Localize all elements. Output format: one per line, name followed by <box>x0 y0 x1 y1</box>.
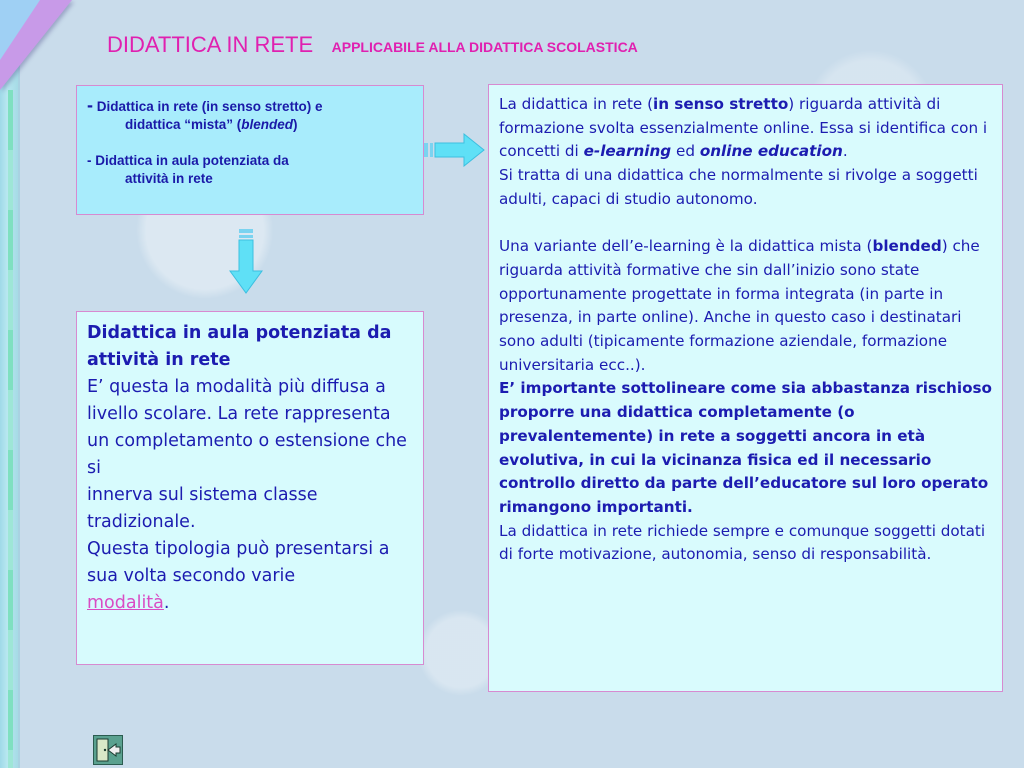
summary-blended-text: blended <box>241 117 294 132</box>
aula-body-2: innerva sul sistema classe tradizionale. <box>87 485 318 532</box>
detail-paragraph-2: Si tratta di una didattica che normalmente si rivolge a soggetti adulti, capaci di studio autonomo. <box>499 166 978 208</box>
summary-dash: - <box>87 95 93 115</box>
detail-p4-b: prevalentemente) in rete a soggetti ancora in età evolutiva, in cui la vicinanza fisica ed il necessario controllo diretto da parte dell’educatore sul loro operato rimangono importanti. <box>499 426 989 516</box>
left-decorative-bar <box>0 0 20 768</box>
detail-p3-a: Una variante dell’e-learning è la didattica mista ( <box>499 237 873 256</box>
aula-body-end: . <box>163 593 170 613</box>
detail-p1-g: . <box>842 142 848 161</box>
aula-body-3-text: Questa tipologia può presentarsi a sua volta secondo varie <box>87 539 390 586</box>
corner-decoration-inner <box>0 0 40 60</box>
aula-body-1: E’ questa la modalità più diffusa a livello scolare. La rete rappresenta un completamento o estensione che si <box>87 377 407 478</box>
summary-box <box>76 85 424 215</box>
detail-elearning-term: e-learning <box>583 142 672 161</box>
detail-p1-e: ed <box>671 142 700 161</box>
title-subtitle: APPLICABILE ALLA DIDATTICA SCOLASTICA <box>331 39 638 55</box>
exit-icon[interactable] <box>93 735 123 765</box>
arrow-down-icon <box>229 229 263 295</box>
detail-p1-b: in senso stretto <box>653 95 789 113</box>
detail-online-education-term: online education <box>699 142 843 161</box>
detail-paragraph-5: La didattica in rete richiede sempre e comunque soggetti dotati di forte motivazione, autonomia, senso di responsabilità. <box>499 521 986 564</box>
detail-p4-a: E’ importante sottolineare come sia abbastanza rischioso proporre una didattica completamente (o <box>499 379 992 422</box>
summary-item-1-line2-post: ) <box>293 117 298 132</box>
aula-heading: Didattica in aula potenziata da attività in rete <box>87 323 392 370</box>
detail-p1-c: ) riguarda attività di formazione svolta essenzialmente online. Essa si identifica con i concetti di <box>499 95 988 161</box>
detail-paragraph-4 <box>499 377 994 519</box>
summary-item-2-line2: attività in rete <box>125 171 213 186</box>
summary-item-1-line2-pre: didattica “mista” ( <box>125 117 242 132</box>
detail-box <box>488 84 1003 692</box>
modalita-link[interactable]: modalità <box>87 593 164 613</box>
summary-item-1-line2 <box>87 116 415 134</box>
detail-paragraph-1 <box>499 93 994 164</box>
page-title <box>107 32 638 58</box>
detail-blended-term: blended <box>872 237 942 256</box>
aula-box <box>76 311 424 665</box>
summary-item-1 <box>87 96 415 116</box>
detail-paragraph-3 <box>499 235 994 377</box>
summary-item-2-line1: - Didattica in aula potenziata da <box>87 153 289 168</box>
detail-p3-c: ) che riguarda attività formative che sin dall’inizio sono state opportunamente progettate in forma integrata (in parte in presenza, in parte online). Anche in questo caso i destinatari sono adulti (tipicamente formazione aziendale, formazione universitaria ecc..). <box>499 237 980 374</box>
summary-item-1-line1: Didattica in rete (in senso stretto) e <box>96 99 323 114</box>
arrow-right-icon <box>424 133 486 167</box>
detail-p1-a: La didattica in rete ( <box>499 95 653 113</box>
title-main: DIDATTICA IN RETE <box>107 32 314 57</box>
aula-body-3 <box>87 536 413 617</box>
